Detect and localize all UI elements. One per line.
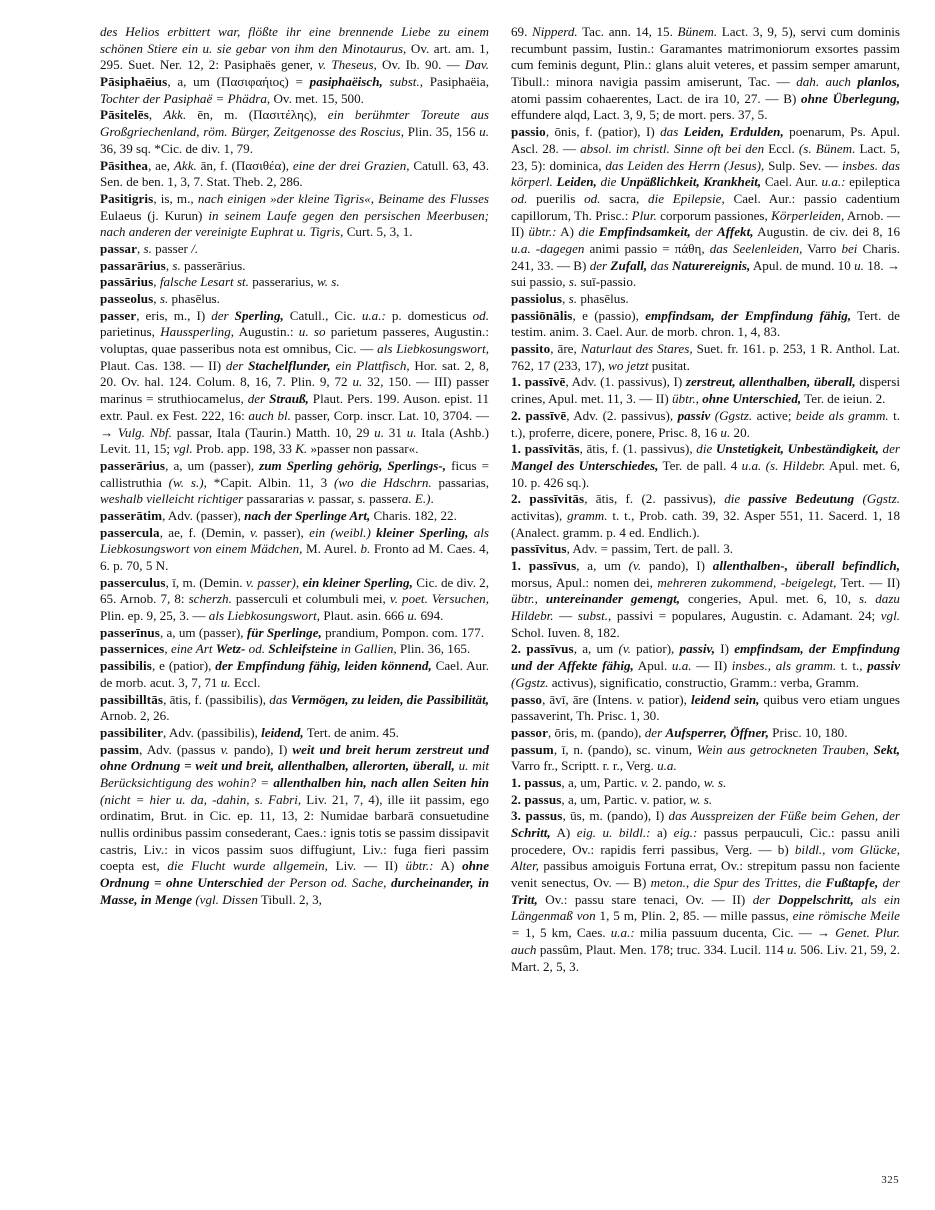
dictionary-entry: 3. passus, ūs, m. (pando), I) das Ausspreizen der Füße beim Gehen, der Schritt, A) eig. u. bildl.: a) eig.: passus perpauculi, Cic.: passu anili procedere, Ov.: rapidis ferri passibus, Verg. — b) bildl., vom Glücke, Alter, passibus amoiguis Fortuna errat, Ov.: strepitum passu non faciente venit senectus, Ov. — B) meton., die Spur des Trittes, die Fußtapfe, der Tritt, Ov.: passu stare tenaci, Ov. — II) der Doppelschritt, als ein Längenmaß von 1, 5 m, Plin. 2, 85. — mille passus, eine römische Meile = 1, 5 km, Caes. u.a.: milia passuum ducenta, Cic. — → Genet. Plur. auch passûm, Plaut. Men. 178; truc. 334. Lucil. 114 u. 506. Liv. 21, 59, 2. Mart. 2, 5, 3.: [511, 808, 901, 974]
dictionary-entry: passor, ōris, m. (pando), der Aufsperrer, Öffner, Prisc. 10, 180.: [511, 724, 848, 740]
dictionary-entry: 1. passīvitās, ātis, f. (1. passivus), die Unstetigkeit, Unbeständigkeit, der Mangel des Unterschiedes, Ter. de pall. 4 u.a. (s. Hildebr. Apul. met. 6, 10. p. 426 sq.).: [511, 441, 900, 490]
dictionary-entry: 1. passīvus, a, um (v. pando), I) allenthalben-, überall befindlich, morsus, Apul.: nomen dei, mehreren zukommend, -beigelegt, Tert. — II) übtr., untereinander gemengt, congeries, Apul. met. 6, 10, s. dazu Hildebr. — subst., passivi = populares, Augustin. c. Adamant. 24; vgl. Schol. Iuven. 8, 182.: [511, 558, 900, 640]
dictionary-entry: passio, ōnis, f. (patior), I) das Leiden, Erdulden, poenarum, Ps. Apul. Ascl. 28. — absol. im christl. Sinne oft bei den Eccl. (s. Bünem. Lact. 5, 23, 5): dominica, das Leiden des Herrn (Jesus), Sulp. Sev. — insbes. das körperl. Leiden, die Unpäßlichkeit, Krankheit, Cael. Aur. u.a.: epileptica od. puerilis od. sacra, die Epilepsie, Cael. Aur.: passio cadentium capillorum, Th. Prisc.: Plur. corporum passiones, Körperleiden, Arnob. — II) übtr.: A) die Empfindsamkeit, der Affekt, Augustin. de civ. dei 8, 16 u.a. -dagegen animi passio = πάθη, das Seelenleiden, Varro bei Charis. 241, 33. — B) der Zufall, das Naturereignis, Apul. de mund. 10 u. 18. → sui passio, s. suī-passio.: [511, 124, 901, 290]
page-number: 325: [881, 1174, 899, 1186]
dictionary-entry: passiōnālis, e (passio), empfindsam, der Empfindung fähig, Tert. de testim. anim. 3. Cael. Aur. de morb. chron. 1, 4, 83.: [511, 307, 900, 340]
dictionary-entry: 69. Nipperd. Tac. ann. 14, 15. Bünem. Lact. 3, 9, 5), servi cum dominis recumbunt passim, Iustin.: Garamantes matrimoniorum exsortes passim cum feminis degunt, Plin.: glans aluit veteres, et passim semper amarunt, Tibull.: minora navigia passim amiserunt, Tac. — dah. auch planlos, atomi passim cohaerentes, Lact. de ira 10, 27. — B) ohne Überlegung, effundere alqd, Lact. 3, 9, 5; de mort. pers. 37, 5.: [511, 24, 901, 123]
dictionary-entry: passeolus, s. phasēlus.: [100, 291, 220, 306]
dictionary-entry: passer, eris, m., I) der Sperling, Catull., Cic. u.a.: p. domesticus od. parietinus, Haussperling, Augustin.: u. so parietum passeres, Augustin.: voluptas, quae passeribus nota est omnibus, Cic. — als Liebkosungswort, Plaut. Cas. 138. — II) der Stachelflunder, ein Plattfisch, Hor. sat. 2, 8, 20. Ov. hal. 124. Colum. 8, 16, 7. Plin. 9, 72 u. 32, 150. — III) passer marinus = struthiocamelus, der Strauß, Plaut. Pers. 199. Auson. epist. 11 extr. Paul. ex Fest. 222, 16: auch bl. passer, Corp. inscr. Lat. 10, 3704. — → Vulg. Nbf. passar, Itala (Taurin.) Matth. 10, 29 u. 31 u. Itala (Ashb.) Levit. 11, 15; vgl. Prob. app. 198, 33 K. »passer non passar«.: [100, 307, 489, 457]
dictionary-entry: Pāsitelēs, Akk. ēn, m. (Πασιτέλης), ein berühmter Toreute aus Großgriechenland, röm. Bürger, Zeitgenosse des Roscius, Plin. 35, 156 u. 36, 39 sq. *Cic. de div. 1, 79.: [100, 107, 489, 156]
dictionary-entry: passito, āre, Naturlaut des Stares, Suet. fr. 161. p. 253, 1 R. Anthol. Lat. 762, 17 (233, 17), wo jetzt pusitat.: [511, 341, 901, 373]
dictionary-entry: passerārius, a, um (passer), zum Sperling gehörig, Sperlings-, ficus = callistruthia (w. s.), *Capit. Albin. 11, 3 (wo die Hdschrn. passarias, weshalb vielleicht richtiger passararias v. passar, s. passera. E.).: [100, 457, 490, 507]
dictionary-entry: passim, Adv. (passus v. pando), I) weit und breit herum zerstreut und ohne Ordnung = weit und breit, allenthalben, allerorten, überall, u. mit Berücksichtigung des wohin? = allenthalben hin, nach allen Seiten hin (nicht = hier u. da, -dahin, s. Fabri, Liv. 21, 7, 4), ille iit passim, ego ordinatim, Brut. in Cic. ep. 11, 13, 2: Numidae barbarā consuetudine nullis ordinibus passim consederant, Caes.: ignis totis se passim dissipavit castris, Liv.: in vicos passim suos diffugiunt, Liv.: fuga fieri passim coepta est, die Flucht wurde allgemein, Liv. — II) übtr.: A) ohne Ordnung = ohne Unterschied der Person od. Sache, durcheinander, in Masse, in Menge (vgl. Dissen Tibull. 2, 3,: [100, 741, 490, 907]
left-text-column: [100, 24, 489, 1164]
right-text-column: [511, 24, 900, 1164]
dictionary-entry: passum, ī, n. (pando), sc. vinum, Wein aus getrockneten Trauben, Sekt, Varro fr., Scriptt. r. r., Verg. u.a.: [511, 741, 901, 774]
dictionary-entry: passiolus, s. phasēlus.: [511, 291, 629, 306]
dictionary-entry: 1. passīvē, Adv. (1. passivus), I) zerstreut, allenthalben, überall, dispersi crines, Apul. met. 11, 3. — II) übtr., ohne Unterschied, Ter. de ieiun. 2.: [511, 374, 900, 407]
dictionary-entry: passerculus, ī, m. (Demin. v. passer), ein kleiner Sperling, Cic. de div. 2, 65. Arnob. 7, 8: scherzh. passerculi et columbuli mei, v. poet. Versuchen, Plin. ep. 9, 25, 3. — als Liebkosungswort, Plaut. asin. 666 u. 694.: [100, 574, 489, 624]
dictionary-entry: Pāsithea, ae, Akk. ān, f. (Πασιθέα), eine der drei Grazien, Catull. 63, 43. Sen. de ben. 1, 3, 7. Stat. Theb. 2, 286.: [100, 157, 489, 190]
dictionary-entry: passīvitus, Adv. = passim, Tert. de pall. 3.: [511, 541, 734, 557]
page-columns: [100, 24, 900, 1164]
dictionary-entry: passerātim, Adv. (passer), nach der Sperlinge Art, Charis. 182, 22.: [100, 507, 457, 523]
dictionary-entry: passibilis, e (patior), der Empfindung fähig, leiden könnend, Cael. Aur. de morb. acut. 3, 7, 71 u. Eccl.: [100, 658, 489, 690]
dictionary-entry: 1. passus, a, um, Partic. v. 2. pando, w. s.: [511, 774, 727, 790]
dictionary-entry: des Helios erbittert war, flößte ihr eine brennende Liebe zu einem schönen Stiere ein u. sie gebar von ihm den Minotaurus, Ov. art. am. 1, 295. Suet. Ner. 12, 2: Pasiphaës gener, v. Theseus, Ov. Ib. 90. — Dav. Pāsiphaēius, a, um (Πασιφαήιος) = pasiphaëisch, subst., Pasiphaëia, Tochter der Pasiphaë = Phädra, Ov. met. 15, 500.: [100, 24, 490, 106]
dictionary-entry: Pasitigris, is, m., nach einigen »der kleine Tigris«, Beiname des Flusses Eulaeus (j. Kurun) in seinem Laufe gegen den persischen Meerbusen; nach anderen der vereinigte Euphrat u. Tigris, Curt. 5, 3, 1.: [100, 190, 490, 240]
dictionary-entry: passercula, ae, f. (Demin, v. passer), ein (weibl.) kleiner Sperling, als Liebkosungswort von einem Mädchen, M. Aurel. b. Fronto ad M. Caes. 4, 6. p. 70, 5 N.: [100, 524, 490, 573]
dictionary-entry: passibiliter, Adv. (passibilis), leidend, Tert. de anim. 45.: [100, 724, 399, 740]
dictionary-entry: passar, s. passer /.: [100, 240, 199, 256]
dictionary-entry: 2. passīvitās, ātis, f. (2. passivus), die passive Bedeutung (Ggstz. activitas), gramm. t. t., Prob. cath. 39, 32. Asper 551, 11. Sacerd. 1, 18 (Analect. gramm. p. 4 ed. Endlich.).: [511, 491, 900, 540]
dictionary-entry: passibilltās, ātis, f. (passibilis), das Vermögen, zu leiden, die Passibilität, Arnob. 2, 26.: [100, 691, 489, 724]
dictionary-entry: passo, āvī, āre (Intens. v. patior), leidend sein, quibus vero etiam ungues passaverint, Th. Prisc. 1, 30.: [511, 691, 900, 724]
dictionary-entry: 2. passīvus, a, um (v. patior), passiv, I) empfindsam, der Empfindung und der Affekte fähig, Apul. u.a. — II) insbes., als gramm. t. t., passiv (Ggstz. activus), significatio, constructio, Gramm.: verba, Gramm.: [511, 641, 900, 690]
dictionary-entry: passarārius, s. passerārius.: [100, 257, 246, 273]
dictionary-entry: passerīnus, a, um (passer), für Sperlinge, prandium, Pompon. com. 177.: [100, 624, 485, 640]
dictionary-entry: passernices, eine Art Wetz- od. Schleifsteine in Gallien, Plin. 36, 165.: [100, 641, 471, 657]
dictionary-entry: 2. passus, a, um, Partic. v. patior, w. s.: [511, 791, 713, 807]
dictionary-entry: passārius, falsche Lesart st. passerarius, w. s.: [100, 274, 340, 290]
dictionary-entry: 2. passīvē, Adv. (2. passivus), passiv (Ggstz. active; beide als gramm. t. t.), proferre, dicere, ponere, Prisc. 8, 16 u. 20.: [511, 407, 900, 440]
